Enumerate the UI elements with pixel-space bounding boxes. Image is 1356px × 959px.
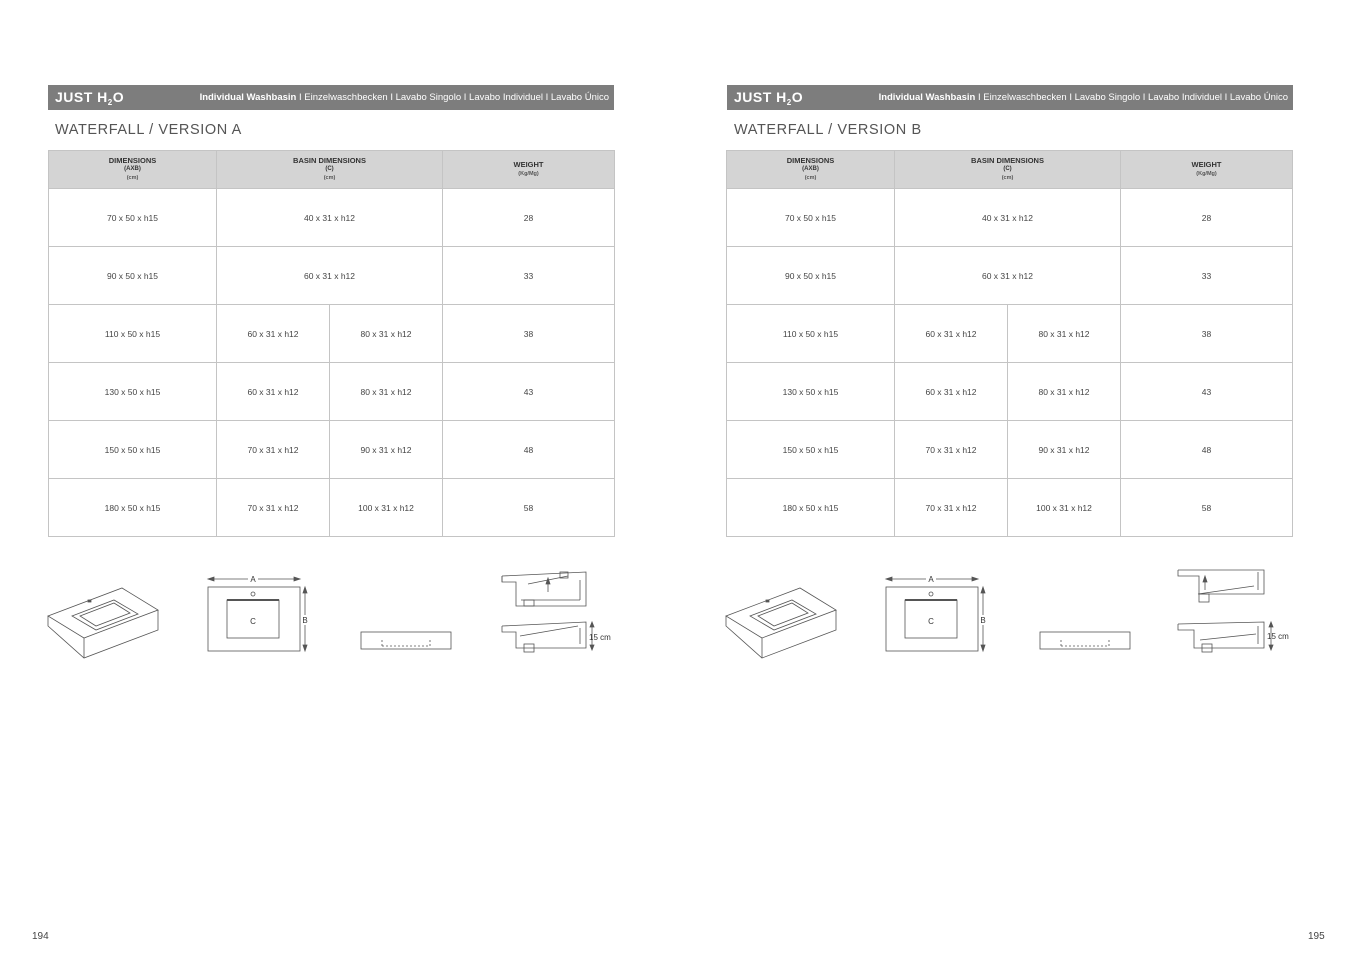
- cell-dimensions: 150 x 50 x h15: [49, 421, 217, 479]
- cell-weight: 38: [1121, 305, 1293, 363]
- cell-dimensions: 130 x 50 x h15: [49, 363, 217, 421]
- cell-weight: 33: [443, 247, 615, 305]
- brand-logo: JUST $H_2O$: [734, 88, 804, 107]
- cell-dimensions: 110 x 50 x h15: [49, 305, 217, 363]
- col-header-weight: WEIGHT (Kg/Mg): [1121, 151, 1293, 189]
- cell-basin-1: 60 x 31 x h12: [217, 363, 330, 421]
- table-row: [49, 479, 615, 537]
- front-view-drawing: [361, 632, 451, 649]
- section-view-drawing: [502, 572, 611, 652]
- cell-dimensions: 90 x 50 x h15: [727, 247, 895, 305]
- cell-dimensions: 150 x 50 x h15: [727, 421, 895, 479]
- cell-dimensions: 180 x 50 x h15: [49, 479, 217, 537]
- col-header-dimensions: DIMENSIONS (AXB) (cm): [49, 151, 217, 189]
- section-view-drawing: [1178, 570, 1289, 652]
- cell-basin-2: 100 x 31 x h12: [330, 479, 443, 537]
- cell-weight: 48: [443, 421, 615, 479]
- front-view-drawing: [1040, 632, 1130, 649]
- cell-basin-2: 80 x 31 x h12: [1008, 305, 1121, 363]
- table-row: [49, 247, 615, 305]
- spec-table: [48, 150, 615, 537]
- cell-weight: 48: [1121, 421, 1293, 479]
- cell-basin: 40 x 31 x h12: [217, 189, 443, 247]
- cell-weight: 33: [1121, 247, 1293, 305]
- cell-dimensions: 70 x 50 x h15: [727, 189, 895, 247]
- top-view-drawing: [208, 574, 310, 651]
- svg-text:B: B: [980, 616, 986, 625]
- table-row: [49, 363, 615, 421]
- svg-text:A: A: [928, 575, 934, 584]
- cell-dimensions: 130 x 50 x h15: [727, 363, 895, 421]
- cell-weight: 28: [443, 189, 615, 247]
- cell-weight: 43: [1121, 363, 1293, 421]
- cell-weight: 58: [443, 479, 615, 537]
- spec-table: [726, 150, 1293, 537]
- cell-weight: 58: [1121, 479, 1293, 537]
- page-number: 194: [32, 931, 49, 942]
- cell-weight: 43: [443, 363, 615, 421]
- svg-text:15 cm: 15 cm: [1267, 632, 1289, 641]
- col-header-dimensions: DIMENSIONS (AXB) (cm): [727, 151, 895, 189]
- cell-basin: 60 x 31 x h12: [217, 247, 443, 305]
- brand-logo: JUST $H_2O$: [55, 88, 125, 107]
- table-row: [49, 421, 615, 479]
- svg-text:C: C: [250, 617, 256, 626]
- technical-drawings: [678, 560, 1356, 670]
- cell-basin-1: 70 x 31 x h12: [895, 421, 1008, 479]
- product-category: Individual Washbasin I Einzelwaschbecken I Lavabo Singolo I Lavabo Individuel I Lavabo Único: [878, 92, 1288, 103]
- cell-basin-2: 80 x 31 x h12: [1008, 363, 1121, 421]
- svg-text:B: B: [302, 616, 308, 625]
- washbasin-isometric-drawing: [48, 588, 158, 658]
- svg-text:C: C: [928, 617, 934, 626]
- cell-dimensions: 70 x 50 x h15: [49, 189, 217, 247]
- page-number: 195: [1308, 931, 1325, 942]
- section-title: WATERFALL / VERSION A: [55, 122, 242, 138]
- cell-basin-1: 70 x 31 x h12: [217, 479, 330, 537]
- svg-text:15 cm: 15 cm: [589, 633, 611, 642]
- cell-basin-2: 80 x 31 x h12: [330, 363, 443, 421]
- cell-basin-2: 90 x 31 x h12: [330, 421, 443, 479]
- table-row: [727, 305, 1293, 363]
- col-header-weight: WEIGHT (Kg/Mg): [443, 151, 615, 189]
- cell-basin-1: 60 x 31 x h12: [895, 305, 1008, 363]
- cell-weight: 38: [443, 305, 615, 363]
- washbasin-isometric-drawing: [726, 588, 836, 658]
- cell-basin: 40 x 31 x h12: [895, 189, 1121, 247]
- table-row: [727, 189, 1293, 247]
- table-row: [49, 305, 615, 363]
- cell-basin-1: 60 x 31 x h12: [217, 305, 330, 363]
- header-bar: [727, 85, 1293, 110]
- cell-basin-1: 70 x 31 x h12: [217, 421, 330, 479]
- product-category: Individual Washbasin I Einzelwaschbecken I Lavabo Singolo I Lavabo Individuel I Lavabo Único: [199, 92, 609, 103]
- cell-weight: 28: [1121, 189, 1293, 247]
- table-row: [727, 479, 1293, 537]
- cell-basin-1: 60 x 31 x h12: [895, 363, 1008, 421]
- cell-dimensions: 180 x 50 x h15: [727, 479, 895, 537]
- table-row: [727, 363, 1293, 421]
- header-bar: [48, 85, 614, 110]
- svg-text:A: A: [250, 575, 256, 584]
- cell-dimensions: 90 x 50 x h15: [49, 247, 217, 305]
- col-header-basin: BASIN DIMENSIONS (C) (cm): [895, 151, 1121, 189]
- top-view-drawing: [886, 574, 988, 651]
- cell-basin-2: 80 x 31 x h12: [330, 305, 443, 363]
- table-row: [727, 247, 1293, 305]
- cell-basin: 60 x 31 x h12: [895, 247, 1121, 305]
- table-row: [49, 189, 615, 247]
- technical-drawings: [0, 560, 678, 670]
- table-row: [727, 421, 1293, 479]
- cell-dimensions: 110 x 50 x h15: [727, 305, 895, 363]
- cell-basin-2: 100 x 31 x h12: [1008, 479, 1121, 537]
- catalog-page-right: [678, 0, 1356, 959]
- col-header-basin: BASIN DIMENSIONS (C) (cm): [217, 151, 443, 189]
- section-title: WATERFALL / VERSION B: [734, 122, 922, 138]
- cell-basin-1: 70 x 31 x h12: [895, 479, 1008, 537]
- cell-basin-2: 90 x 31 x h12: [1008, 421, 1121, 479]
